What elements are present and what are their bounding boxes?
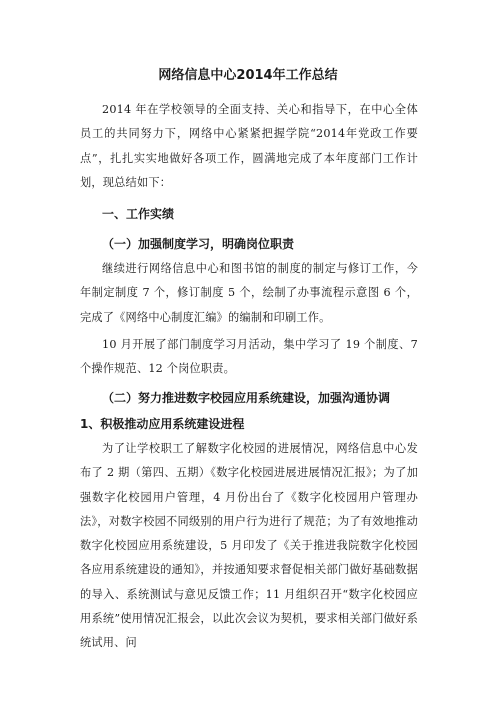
subsection-heading: （一）加强制度学习，明确岗位职责 (102, 237, 295, 251)
body-paragraph: 为了让学校职工了解数字化校园的进展情况，网络信息中心发布了 2 期（第四、五期）《数字化校园进展进展情况汇报》；为了加强数字化校园用户管理，4 月份出台了《数字化校园用户管理办法》，对数字校园不同级别的用户行为进行了规范；为了有效地推动数字化校园应用系统建设，5 月印发了《关于推进我院数字化校园各应用系统建设的通知》，并按通知要求督促相关部门做好基础数据的导入、系统测试与意见反馈工作；11 月组织召开“数字化校园应用系统”使用情况汇报会，以此次会议为契机，要求相关部门做好系统试用、问 (80, 442, 418, 650)
document-title: 网络信息中心2014年工作总结 (158, 68, 338, 83)
item-heading: 1、积极推动应用系统建设进程 (80, 417, 245, 431)
subsection-heading: （二）努力推进数字校园应用系统建设，加强沟通协调 (102, 391, 391, 405)
body-paragraph: 继续进行网络信息中心和图书馆的制度的制定与修订工作，今年制定制度 7 个，修订制度 5 个，绘制了办事流程示意图 6 个，完成了《网络中心制度汇编》的编制和印刷工作。 (80, 262, 418, 324)
intro-paragraph: 2014 年在学校领导的全面支持、关心和指导下，在中心全体员工的共同努力下，网络中心紧紧把握学院“2014年党政工作要点”，扎扎实实地做好各项工作，圆满地完成了本年度部门工作计划，现总结如下： (80, 103, 418, 189)
body-paragraph: 10 月开展了部门制度学习月活动，集中学习了 19 个制度、7 个操作规范、12 个岗位职责。 (80, 338, 418, 376)
section-heading: 一、工作实绩 (102, 207, 175, 221)
